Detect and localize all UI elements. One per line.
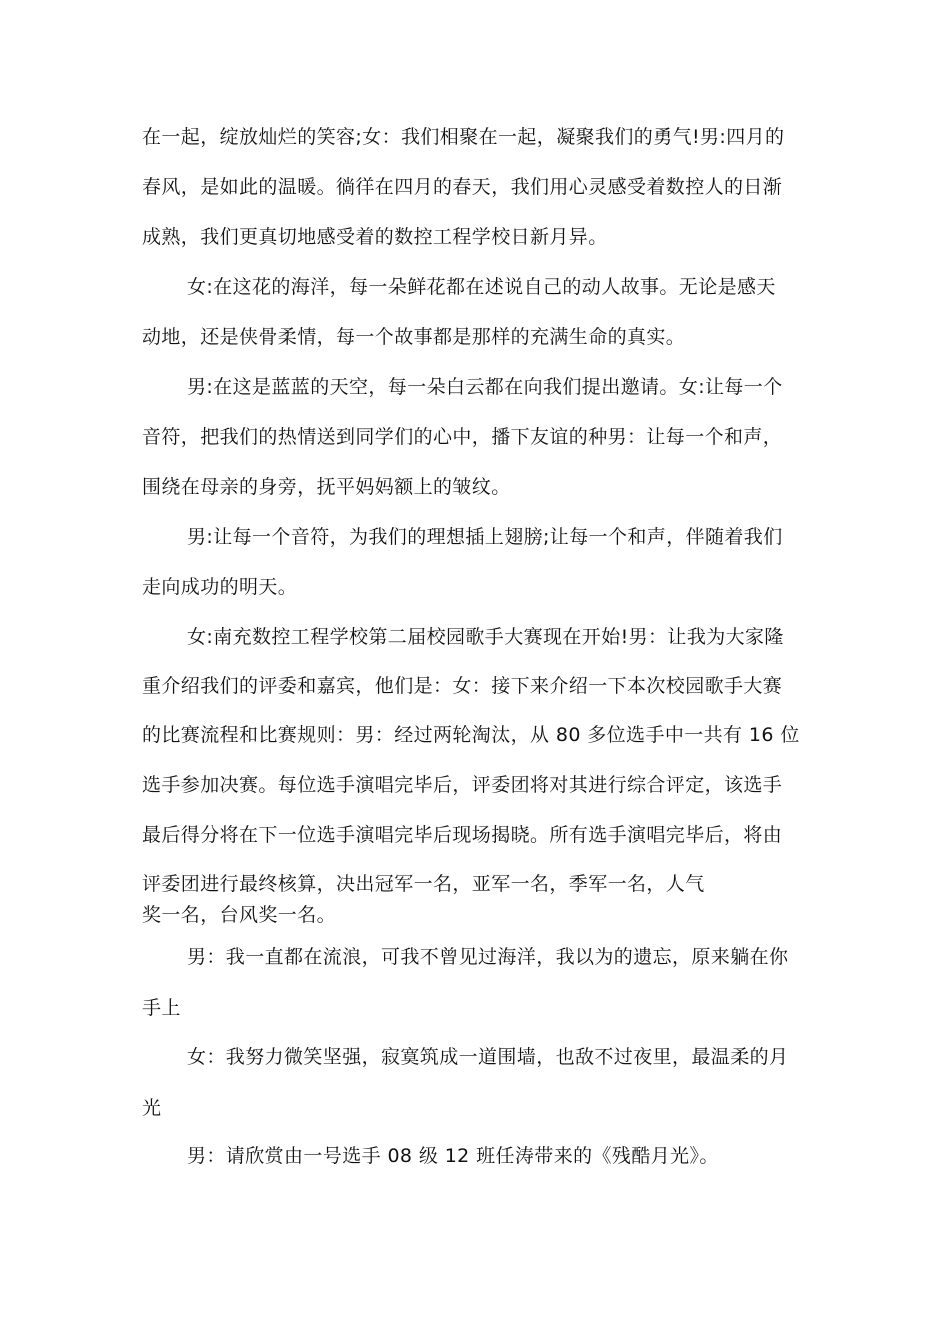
text-line-2: 春风，是如此的温暖。徜徉在四月的春天，我们用心灵感受着数控人的日渐 <box>142 176 783 198</box>
text-line-4: 女:在这花的海洋，每一朵鲜花都在述说自己的动人故事。无论是感天 <box>187 276 776 298</box>
text-line-1: 在一起，绽放灿烂的笑容;女：我们相聚在一起，凝聚我们的勇气!男:四月的 <box>142 126 785 148</box>
text-line-20: 女：我努力微笑坚强，寂寞筑成一道围墙，也敌不过夜里，最温柔的月 <box>187 1046 789 1068</box>
text-line-15: 最后得分将在下一位选手演唱完毕后现场揭晓。所有选手演唱完毕后，将由 <box>142 824 783 846</box>
text-line-12: 重介绍我们的评委和嘉宾，他们是：女：接下来介绍一下本次校园歌手大赛 <box>142 675 783 697</box>
text-line-16: 评委团进行最终核算，决出冠军一名，亚军一名，季军一名，人气 <box>142 873 705 895</box>
text-line-22: 男：请欣赏由一号选手 08 级 12 班任涛带来的《残酷月光》。 <box>187 1145 719 1167</box>
text-line-9: 男:让每一个音符，为我们的理想插上翅膀;让每一个和声，伴随着我们 <box>187 526 783 548</box>
text-line-17: 奖一名，台风奖一名。 <box>142 904 337 926</box>
text-line-10: 走向成功的明天。 <box>142 576 298 598</box>
text-line-18: 男：我一直都在流浪，可我不曾见过海洋，我以为的遗忘，原来躺在你 <box>187 946 789 968</box>
text-line-19: 手上 <box>142 997 181 1019</box>
text-line-5: 动地，还是侠骨柔情，每一个故事都是那样的充满生命的真实。 <box>142 326 686 348</box>
text-line-11: 女:南充数控工程学校第二届校园歌手大赛现在开始!男：让我为大家隆 <box>187 626 784 648</box>
text-line-7: 音符，把我们的热情送到同学们的心中，播下友谊的种男：让每一个和声， <box>142 426 783 448</box>
text-line-21: 光 <box>142 1097 162 1119</box>
text-line-14: 选手参加决赛。每位选手演唱完毕后，评委团将对其进行综合评定，该选手 <box>142 774 783 796</box>
text-line-8: 围绕在母亲的身旁，抚平妈妈额上的皱纹。 <box>142 476 511 498</box>
text-line-6: 男:在这是蓝蓝的天空，每一朵白云都在向我们提出邀请。女:让每一个 <box>187 376 783 398</box>
text-line-3: 成熟，我们更真切地感受着的数控工程学校日新月异。 <box>142 226 608 248</box>
text-line-13: 的比赛流程和比赛规则：男：经过两轮淘汰，从 80 多位选手中一共有 16 位 <box>142 724 800 746</box>
